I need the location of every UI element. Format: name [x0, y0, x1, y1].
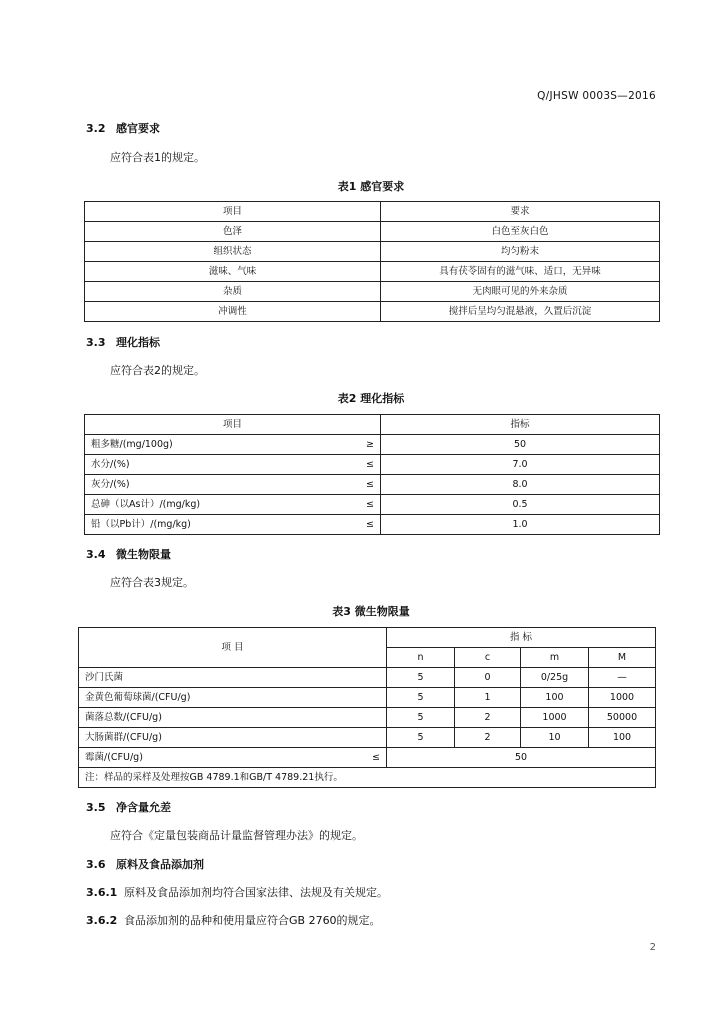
table-cell: 1000: [589, 688, 656, 708]
section-title: 感官要求: [116, 122, 160, 135]
table-cell: 1: [455, 688, 521, 708]
table-cell: 5: [387, 708, 455, 728]
clause-text: 食品添加剂的品种和使用量应符合GB 2760的规定。: [124, 914, 381, 927]
table-cell: 2: [455, 708, 521, 728]
comparison-symbol: ≤: [372, 751, 380, 763]
section-3-6-heading: [86, 856, 204, 872]
item-label: 霉菌/(CFU/g): [85, 751, 143, 763]
table-cell: [85, 435, 381, 455]
table-cell: 具有茯苓固有的滋气味、适口，无异味: [381, 262, 660, 282]
subheader-cell: c: [455, 648, 521, 668]
table-cell: 0.5: [381, 495, 660, 515]
table-cell: 50: [387, 748, 656, 768]
section-3-5-heading: [86, 799, 171, 815]
clause-3-6-1: [86, 884, 388, 900]
header-cell: 项 目: [79, 628, 387, 668]
table2-physicochemical: [84, 414, 660, 535]
table-row: [85, 222, 660, 242]
table-cell: 50: [381, 435, 660, 455]
header-cell: 指标: [381, 415, 660, 435]
table-cell: 1.0: [381, 515, 660, 535]
table-cell: [85, 495, 381, 515]
section-number: 3.6: [86, 858, 106, 871]
comparison-symbol: ≤: [366, 518, 374, 530]
subheader-cell: m: [521, 648, 589, 668]
table-row: [85, 302, 660, 322]
table-row: [85, 515, 660, 535]
clause-number: 3.6.2: [86, 914, 118, 927]
table2-title: 表2 理化指标: [337, 392, 405, 405]
table-cell: [85, 455, 381, 475]
table3-title: 表3 微生物限量: [332, 605, 410, 618]
clause-3-6-2: [86, 912, 381, 928]
table-cell: 白色至灰白色: [381, 222, 660, 242]
section-3-2-heading: [86, 120, 160, 136]
header-cell: 项目: [85, 415, 381, 435]
table-cell: 1000: [521, 708, 589, 728]
comparison-symbol: ≤: [366, 478, 374, 490]
item-label: 水分/(%): [91, 458, 130, 470]
document-number: Q/JHSW 0003S—2016: [537, 90, 656, 102]
table-row: [85, 475, 660, 495]
table1-title: 表1 感官要求: [337, 180, 405, 193]
section-3-3-heading: [86, 334, 160, 350]
table-cell: 100: [589, 728, 656, 748]
table-cell: 均匀粉末: [381, 242, 660, 262]
table-cell: 金黄色葡萄球菌/(CFU/g): [79, 688, 387, 708]
item-label: 总砷（以As计）/(mg/kg): [91, 498, 201, 510]
table-cell: —: [589, 668, 656, 688]
table-cell: 7.0: [381, 455, 660, 475]
header-cell: 项目: [85, 202, 381, 222]
table-cell: 2: [455, 728, 521, 748]
table-header-row: [79, 628, 656, 648]
table-row: [79, 688, 656, 708]
header-cell: 要求: [381, 202, 660, 222]
table-header-row: [85, 202, 660, 222]
table-row: [79, 728, 656, 748]
table-cell: 冲调性: [85, 302, 381, 322]
clause-text: 原料及食品添加剂均符合国家法律、法规及有关规定。: [124, 886, 388, 899]
section-3-2-text: 应符合表1的规定。: [110, 151, 205, 164]
section-number: 3.3: [86, 336, 106, 349]
table-cell: 菌落总数/(CFU/g): [79, 708, 387, 728]
page-number: 2: [649, 942, 656, 953]
comparison-symbol: ≤: [366, 498, 374, 510]
table-row: [79, 708, 656, 728]
section-number: 3.5: [86, 801, 106, 814]
item-label: 铅（以Pb计）/(mg/kg): [91, 518, 191, 530]
table-cell: 5: [387, 668, 455, 688]
section-number: 3.4: [86, 548, 106, 561]
section-3-4-heading: [86, 546, 171, 562]
table-row: [85, 455, 660, 475]
table-cell: 无肉眼可见的外来杂质: [381, 282, 660, 302]
table-header-row: [85, 415, 660, 435]
table-cell: [85, 515, 381, 535]
table-cell: 0/25g: [521, 668, 589, 688]
section-title: 理化指标: [116, 336, 160, 349]
table-cell: 色泽: [85, 222, 381, 242]
table-cell: 大肠菌群/(CFU/g): [79, 728, 387, 748]
table-cell: 搅拌后呈均匀混悬液，久置后沉淀: [381, 302, 660, 322]
section-3-3-text: 应符合表2的规定。: [110, 364, 205, 377]
table-cell: [79, 748, 387, 768]
table-note: 注：样品的采样及处理按GB 4789.1和GB/T 4789.21执行。: [79, 768, 656, 788]
table-cell: 沙门氏菌: [79, 668, 387, 688]
item-label: 粗多糖/(mg/100g): [91, 438, 173, 450]
section-title: 净含量允差: [116, 801, 171, 814]
table-cell: 杂质: [85, 282, 381, 302]
section-title: 微生物限量: [116, 548, 171, 561]
comparison-symbol: ≥: [366, 438, 374, 450]
table-row: [85, 282, 660, 302]
table-cell: 100: [521, 688, 589, 708]
table-row: [79, 668, 656, 688]
header-cell: 指 标: [387, 628, 656, 648]
section-3-5-text: 应符合《定量包装商品计量监督管理办法》的规定。: [110, 829, 363, 842]
table-cell: 5: [387, 728, 455, 748]
table-cell: 8.0: [381, 475, 660, 495]
section-title: 原料及食品添加剂: [116, 858, 204, 871]
subheader-cell: n: [387, 648, 455, 668]
table-cell: 组织状态: [85, 242, 381, 262]
table-cell: [85, 475, 381, 495]
section-number: 3.2: [86, 122, 106, 135]
table3-microbial: [78, 627, 656, 788]
table-row: [85, 242, 660, 262]
table-cell: 50000: [589, 708, 656, 728]
table-note-row: [79, 768, 656, 788]
table-cell: 0: [455, 668, 521, 688]
table-row: [79, 748, 656, 768]
section-3-4-text: 应符合表3规定。: [110, 576, 194, 589]
comparison-symbol: ≤: [366, 458, 374, 470]
table-row: [85, 435, 660, 455]
table-row: [85, 262, 660, 282]
table-cell: 滋味、气味: [85, 262, 381, 282]
table-row: [85, 495, 660, 515]
table-cell: 5: [387, 688, 455, 708]
clause-number: 3.6.1: [86, 886, 118, 899]
subheader-cell: M: [589, 648, 656, 668]
table1-sensory: [84, 201, 660, 322]
item-label: 灰分/(%): [91, 478, 130, 490]
table-cell: 10: [521, 728, 589, 748]
